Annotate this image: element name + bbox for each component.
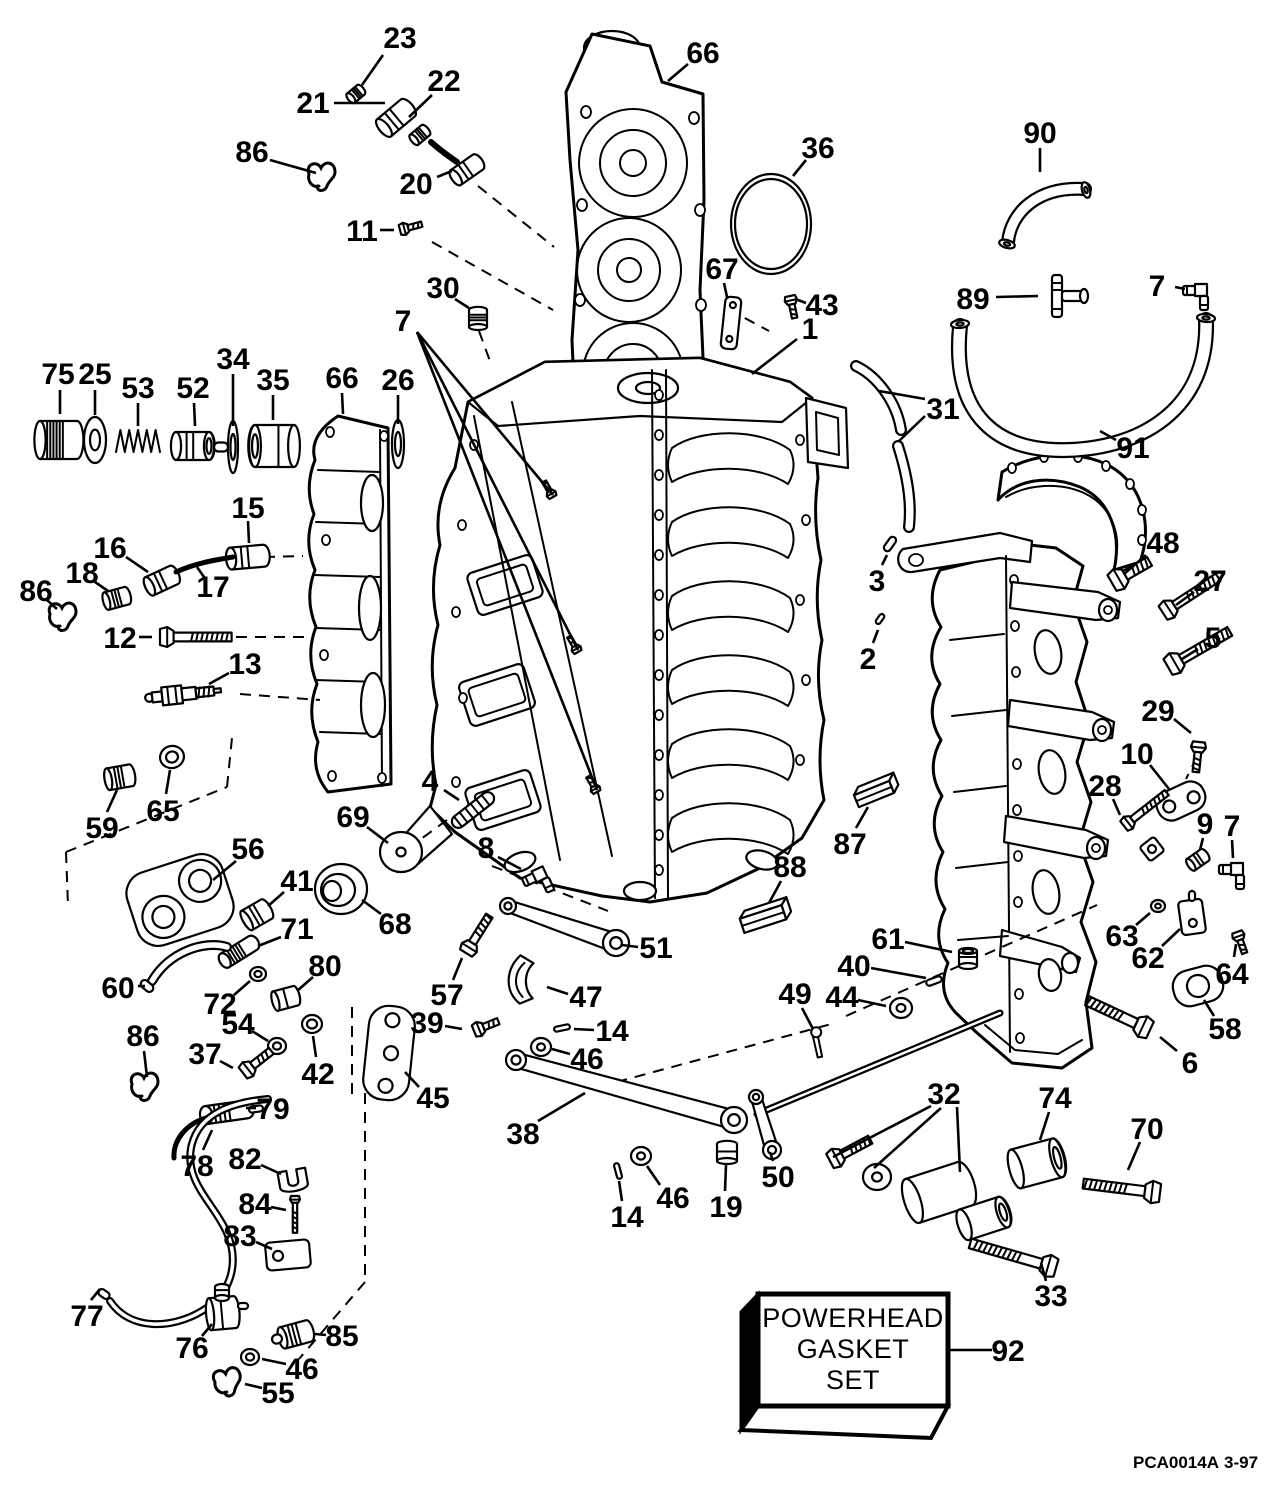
callout-number: 15 xyxy=(231,491,265,525)
callout-number: 39 xyxy=(410,1006,444,1040)
callout-86 xyxy=(19,575,57,609)
callout-12 xyxy=(103,622,152,655)
part-29-screw xyxy=(1188,741,1206,773)
callout-number: 88 xyxy=(773,850,807,884)
part-90-hose-end xyxy=(1080,181,1092,199)
part-60-hose xyxy=(152,945,227,981)
part-35-cup xyxy=(248,425,300,467)
callout-number: 4 xyxy=(421,764,439,798)
callout-30 xyxy=(426,272,469,308)
callout-19 xyxy=(709,1165,742,1224)
part-70-bolt xyxy=(1082,1172,1161,1204)
part-40-pin xyxy=(925,975,942,986)
callout-number: 78 xyxy=(180,1149,214,1183)
callout-number: 53 xyxy=(121,371,155,405)
part-62-switch xyxy=(1178,898,1206,935)
callout-number: 57 xyxy=(430,978,464,1012)
part-37-bolt xyxy=(238,1044,277,1080)
callout-number: 76 xyxy=(175,1331,209,1365)
callout-number: 23 xyxy=(383,21,417,55)
callout-66 xyxy=(668,37,720,81)
callout-number: 35 xyxy=(256,363,290,397)
callout-34 xyxy=(216,343,250,426)
callout-66 xyxy=(325,362,358,414)
callout-92 xyxy=(950,1335,1025,1368)
part-28-tab xyxy=(1139,836,1164,861)
callout-number: 44 xyxy=(825,980,859,1014)
callout-number: 37 xyxy=(188,1037,222,1071)
callout-60 xyxy=(101,972,145,1005)
callout-number: 55 xyxy=(261,1376,295,1410)
part-80-bushing xyxy=(270,985,302,1012)
part-25-seal xyxy=(84,417,106,463)
part-50-link xyxy=(749,1090,781,1159)
callout-10 xyxy=(1120,738,1169,789)
callout-45 xyxy=(405,1072,450,1115)
callout-11 xyxy=(346,215,394,248)
part-55-clip xyxy=(212,1367,243,1399)
callout-65 xyxy=(146,770,179,828)
callout-number: 52 xyxy=(176,371,210,405)
callout-number: 13 xyxy=(228,647,262,681)
callout-number: 3 xyxy=(868,564,886,598)
callout-number: 41 xyxy=(280,864,314,898)
callout-51 xyxy=(622,932,673,965)
callout-57 xyxy=(430,958,463,1012)
callout-number: 27 xyxy=(1193,564,1227,598)
callout-29 xyxy=(1141,695,1191,733)
callout-number: 7 xyxy=(1223,809,1241,843)
part-23-bleed-plug xyxy=(345,83,367,104)
guide-line xyxy=(66,852,68,906)
gasket-box-line-1: POWERHEAD xyxy=(762,1303,944,1333)
part-26-seal xyxy=(392,420,404,468)
part-65-o-ring xyxy=(158,743,187,770)
callout-number: 1 xyxy=(801,312,819,346)
callout-number: 19 xyxy=(709,1190,743,1224)
callout-number: 56 xyxy=(231,832,265,866)
callout-number: 30 xyxy=(426,271,460,305)
part-62-stem xyxy=(1189,891,1195,901)
callout-number: 50 xyxy=(761,1160,795,1194)
part-59-bushing xyxy=(103,764,137,791)
part-69-washer-disc xyxy=(380,832,422,872)
callout-number: 66 xyxy=(325,361,359,395)
callout-75 xyxy=(41,358,74,414)
callout-number: 28 xyxy=(1088,769,1122,803)
callout-number: 43 xyxy=(805,288,839,322)
part-30-plug xyxy=(469,307,487,330)
callout-number: 29 xyxy=(1141,694,1175,728)
callout-7 xyxy=(1149,270,1185,303)
part-32-bolt xyxy=(825,1131,875,1170)
callout-55 xyxy=(245,1377,295,1410)
callout-number: 72 xyxy=(203,987,237,1021)
callout-number: 86 xyxy=(126,1019,160,1053)
callout-26 xyxy=(381,364,414,424)
callout-number: 86 xyxy=(19,574,53,608)
part-7-elbow-fitting xyxy=(1219,863,1244,889)
callout-number: 9 xyxy=(1196,807,1214,841)
part-86-clip xyxy=(131,1073,158,1100)
part-5-bolt xyxy=(1162,622,1235,677)
callout-32 xyxy=(833,1078,961,1172)
callout-82 xyxy=(228,1143,281,1176)
part-2-pin xyxy=(875,613,885,625)
part-82-clamp xyxy=(277,1168,308,1194)
callout-35 xyxy=(256,364,289,420)
callout-20 xyxy=(399,168,452,201)
callout-number: 2 xyxy=(859,642,877,676)
callout-number: 64 xyxy=(1215,957,1249,991)
callout-90 xyxy=(1023,117,1056,172)
callout-49 xyxy=(778,978,813,1029)
part-31-hose xyxy=(856,366,901,430)
guide-line xyxy=(227,738,232,787)
part-85-nose xyxy=(271,1333,283,1344)
callout-68 xyxy=(362,900,412,941)
part-75-relief-plug xyxy=(34,421,83,459)
callout-number: 83 xyxy=(223,1219,257,1253)
callout-number: 6 xyxy=(1181,1046,1199,1080)
callout-2 xyxy=(860,630,878,676)
callout-53 xyxy=(121,372,154,426)
part-56-outlet-manifold xyxy=(121,848,240,951)
part-31-hose xyxy=(898,446,910,527)
callout-number: 14 xyxy=(610,1200,644,1234)
callout-21 xyxy=(296,87,385,120)
part-11-screw xyxy=(398,218,423,236)
callout-number: 68 xyxy=(378,907,412,941)
callout-14 xyxy=(610,1181,644,1234)
callout-47 xyxy=(547,981,603,1014)
callout-1 xyxy=(752,313,818,374)
callout-number: 36 xyxy=(801,131,835,165)
gasket-box-line-3: SET xyxy=(825,1365,881,1395)
callout-number: 85 xyxy=(325,1319,359,1353)
callout-number: 17 xyxy=(196,570,230,604)
part-32-washer xyxy=(863,1164,891,1190)
part-67-retainer xyxy=(720,296,741,349)
guide-line xyxy=(479,331,491,364)
part-91-hose-end xyxy=(1197,313,1216,323)
callout-number: 90 xyxy=(1023,116,1057,150)
part-38-link-rod xyxy=(506,1050,747,1133)
callout-number: 11 xyxy=(346,214,378,248)
part-52-thermostat xyxy=(171,432,215,460)
callout-84 xyxy=(238,1188,286,1221)
callout-25 xyxy=(78,358,111,415)
callout-number: 42 xyxy=(301,1057,335,1091)
callout-number: 18 xyxy=(65,556,99,590)
part-34-seal xyxy=(228,421,238,473)
callout-41 xyxy=(268,865,314,906)
part-72-washer xyxy=(250,967,266,981)
callout-74 xyxy=(1038,1082,1072,1140)
callout-number: 31 xyxy=(926,392,960,426)
callout-56 xyxy=(213,833,265,880)
callout-number: 7 xyxy=(1148,269,1166,303)
part-43-screw xyxy=(784,295,801,320)
part-86-clip xyxy=(308,163,335,190)
callout-number: 66 xyxy=(686,36,720,70)
part-91-hose-end xyxy=(951,319,970,329)
footer-rev-code: 3-97 xyxy=(1224,1453,1259,1472)
callout-16 xyxy=(93,532,148,572)
drawing-footer xyxy=(1133,1453,1258,1472)
part-47-cam-shoe xyxy=(505,954,538,1005)
callout-87 xyxy=(833,807,868,861)
part-46-washer xyxy=(631,1147,651,1165)
callout-number: 65 xyxy=(146,794,180,828)
part-57-bolt xyxy=(459,911,497,958)
callout-58 xyxy=(1204,1000,1242,1046)
callout-52 xyxy=(176,372,209,426)
callout-22 xyxy=(409,65,461,117)
callout-9 xyxy=(1197,808,1214,850)
part-13-spark-plug xyxy=(144,681,221,707)
callout-number: 86 xyxy=(235,135,269,169)
callout-number: 34 xyxy=(216,342,250,376)
footer-doc-code: PCA0014A xyxy=(1133,1453,1219,1472)
part-33-bolt xyxy=(967,1233,1059,1279)
part-91-hose xyxy=(959,320,1206,450)
callout-69 xyxy=(336,801,388,843)
callout-number: 46 xyxy=(285,1352,319,1386)
callout-number: 14 xyxy=(595,1014,629,1048)
callout-number: 40 xyxy=(837,949,871,983)
callout-54 xyxy=(221,1008,268,1041)
part-88-spacer-bar xyxy=(738,897,793,933)
callout-number: 70 xyxy=(1130,1112,1164,1146)
part-68-grommet xyxy=(315,864,367,914)
callout-number: 71 xyxy=(280,912,314,946)
part-76-nipple xyxy=(238,1303,248,1309)
part-6-bolt xyxy=(1082,991,1154,1041)
guide-line xyxy=(598,1023,835,1087)
part-7-elbow-fitting xyxy=(1183,284,1208,310)
part-14-pin xyxy=(554,1024,571,1032)
callout-number: 77 xyxy=(70,1299,104,1333)
part-16-boot xyxy=(141,564,182,597)
callout-number: 60 xyxy=(101,971,135,1005)
callout-number: 7 xyxy=(394,304,412,338)
callout-number: 45 xyxy=(416,1081,450,1115)
callout-59 xyxy=(85,790,118,845)
callout-number: 46 xyxy=(570,1042,604,1076)
part-12-bolt xyxy=(160,627,232,647)
callout-86 xyxy=(235,136,316,173)
callout-38 xyxy=(506,1093,585,1151)
part-51-lever-arm xyxy=(500,898,629,956)
part-shift-shaft xyxy=(757,1013,1000,1114)
callout-number: 26 xyxy=(381,363,415,397)
part-46-washer xyxy=(531,1038,551,1056)
callout-number: 33 xyxy=(1034,1279,1068,1313)
callout-number: 12 xyxy=(103,621,137,655)
callout-number: 48 xyxy=(1146,526,1180,560)
callout-number: 61 xyxy=(871,922,905,956)
callout-28 xyxy=(1088,770,1121,815)
part-46-washer xyxy=(241,1349,259,1365)
callout-37 xyxy=(188,1038,233,1071)
callout-3 xyxy=(869,555,887,598)
part-63-o-ring xyxy=(1151,900,1165,912)
callout-number: 10 xyxy=(1120,737,1154,771)
part-90-hose xyxy=(1008,189,1085,242)
callout-number: 21 xyxy=(296,86,330,120)
callout-86 xyxy=(126,1020,159,1077)
callout-85 xyxy=(315,1320,359,1353)
callout-46 xyxy=(647,1166,690,1215)
part-71-spring xyxy=(216,933,262,970)
callout-number: 54 xyxy=(221,1007,255,1041)
part-14-pin xyxy=(614,1163,623,1180)
part-17-lead xyxy=(176,557,233,572)
callout-number: 22 xyxy=(427,64,461,98)
callout-number: 8 xyxy=(477,831,495,865)
callout-number: 5 xyxy=(1204,621,1222,655)
callout-70 xyxy=(1128,1113,1164,1170)
callout-number: 25 xyxy=(78,357,112,391)
callout-number: 59 xyxy=(85,811,119,845)
part-53-spring xyxy=(116,430,160,452)
callout-number: 69 xyxy=(336,800,370,834)
part-44-washer xyxy=(890,998,912,1018)
gasket-box-line-2: GASKET xyxy=(796,1334,910,1364)
callout-number: 47 xyxy=(569,980,603,1014)
part-52-stem xyxy=(214,443,228,452)
callout-42 xyxy=(301,1036,334,1091)
box-bottom-face xyxy=(741,1406,948,1438)
callout-number: 38 xyxy=(506,1117,540,1151)
guide-line xyxy=(478,186,554,247)
part-87-spacer-bar xyxy=(852,773,901,807)
callout-44 xyxy=(825,981,886,1014)
powerhead-gasket-set-box xyxy=(741,1294,948,1438)
callout-number: 84 xyxy=(238,1187,272,1221)
callout-number: 20 xyxy=(399,167,433,201)
callout-76 xyxy=(175,1324,212,1365)
callout-number: 79 xyxy=(256,1092,290,1126)
callout-number: 16 xyxy=(93,531,127,565)
part-83-bracket xyxy=(265,1239,311,1271)
part-42-nut xyxy=(302,1015,322,1033)
callout-15 xyxy=(231,492,264,543)
part-3-pin xyxy=(883,535,898,552)
callout-number: 91 xyxy=(1116,431,1150,465)
callout-88 xyxy=(769,851,807,903)
callout-7 xyxy=(1224,810,1241,858)
callout-number: 80 xyxy=(308,949,342,983)
callout-number: 51 xyxy=(639,931,673,965)
callout-number: 89 xyxy=(956,282,990,316)
part-9-plug xyxy=(1184,847,1211,872)
callout-number: 32 xyxy=(927,1077,961,1111)
callout-number: 58 xyxy=(1208,1012,1242,1046)
callout-number: 75 xyxy=(41,357,75,391)
callout-number: 87 xyxy=(833,827,867,861)
part-36-o-ring xyxy=(731,174,811,274)
callout-80 xyxy=(297,950,342,991)
part-19-bushing xyxy=(717,1141,737,1164)
callout-17 xyxy=(196,567,229,604)
part-45-bracket xyxy=(361,1004,417,1102)
callout-13 xyxy=(209,648,262,684)
part-89-tee-fitting xyxy=(1052,275,1088,317)
callout-23 xyxy=(362,22,417,85)
callout-36 xyxy=(793,132,835,176)
callout-number: 49 xyxy=(778,977,812,1011)
part-76-valve-top xyxy=(215,1284,229,1301)
callout-6 xyxy=(1160,1037,1198,1080)
callout-27 xyxy=(1176,565,1227,605)
part-61-bushing xyxy=(959,948,977,969)
part-74-coupler xyxy=(1004,1137,1069,1190)
guide-line xyxy=(240,694,320,700)
part-20-lead-wire xyxy=(431,142,457,162)
callout-number: 67 xyxy=(705,252,739,286)
callout-number: 46 xyxy=(656,1181,690,1215)
callout-89 xyxy=(956,283,1038,316)
callout-number: 63 xyxy=(1105,919,1139,953)
callout-number: 92 xyxy=(991,1334,1025,1368)
callout-number: 62 xyxy=(1131,941,1165,975)
callout-number: 74 xyxy=(1038,1081,1072,1115)
part-39-screw xyxy=(471,1014,501,1038)
exhaust-cover-shape xyxy=(309,416,391,792)
callout-number: 82 xyxy=(228,1142,262,1176)
callout-67 xyxy=(705,253,738,297)
part-84-screw xyxy=(290,1196,300,1233)
